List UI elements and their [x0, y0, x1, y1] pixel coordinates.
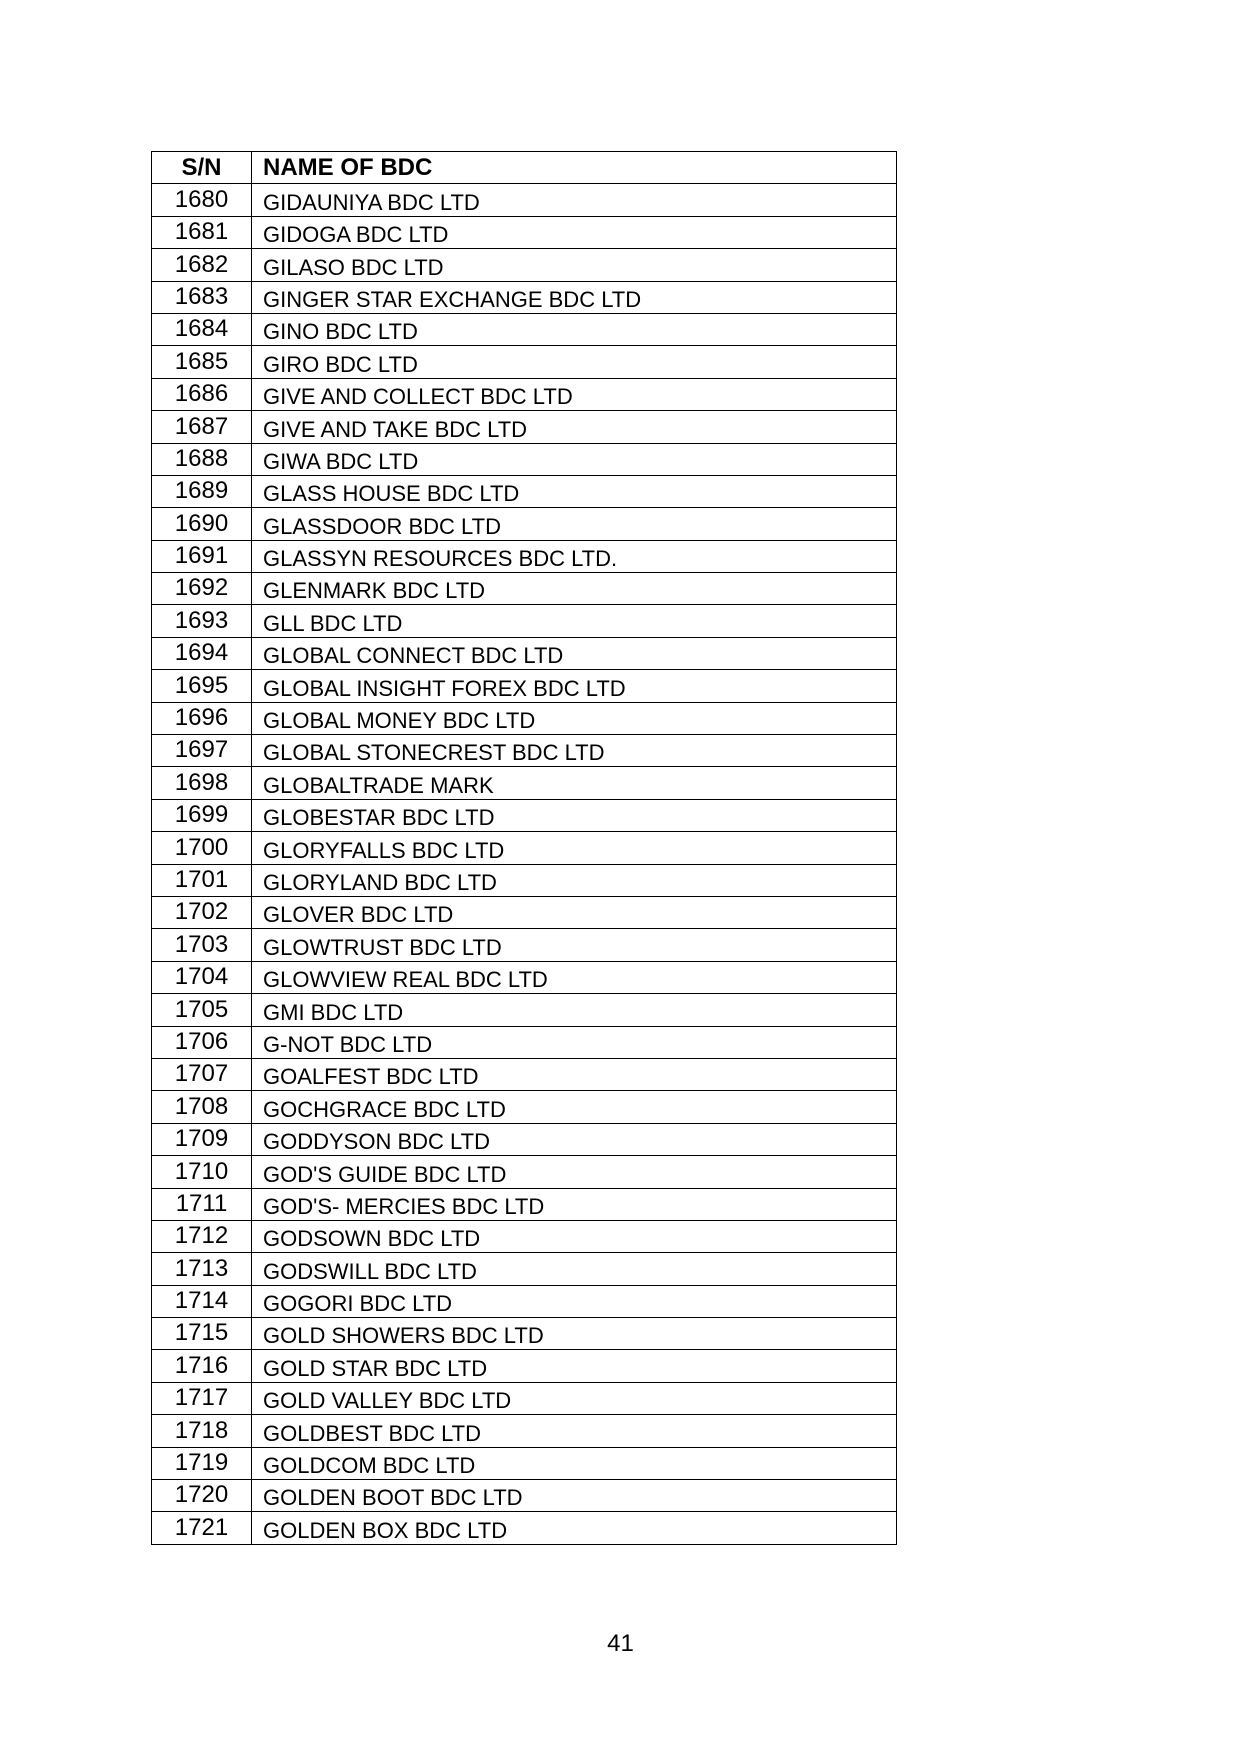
- bdc-name-cell: GODSWILL BDC LTD: [252, 1253, 897, 1285]
- serial-number-cell: 1721: [152, 1512, 252, 1544]
- table-row: [152, 1091, 897, 1123]
- serial-number-cell: 1688: [152, 443, 252, 475]
- serial-number-cell: 1704: [152, 961, 252, 993]
- table-row: [152, 1188, 897, 1220]
- bdc-name-cell: GIVE AND TAKE BDC LTD: [252, 411, 897, 443]
- bdc-name-cell: GLOBAL INSIGHT FOREX BDC LTD: [252, 670, 897, 702]
- bdc-name-cell: GLOVER BDC LTD: [252, 896, 897, 928]
- bdc-name-cell: GLOBAL STONECREST BDC LTD: [252, 735, 897, 767]
- bdc-name-cell: G-NOT BDC LTD: [252, 1026, 897, 1058]
- bdc-name-cell: GOLDCOM BDC LTD: [252, 1447, 897, 1479]
- table-row: [152, 1318, 897, 1350]
- table-row: [152, 961, 897, 993]
- table-row: [152, 1220, 897, 1252]
- serial-number-cell: 1700: [152, 832, 252, 864]
- table-row: [152, 864, 897, 896]
- bdc-name-cell: GOCHGRACE BDC LTD: [252, 1091, 897, 1123]
- table-row: [152, 1285, 897, 1317]
- bdc-list-table: [151, 151, 897, 1545]
- serial-number-cell: 1692: [152, 573, 252, 605]
- bdc-name-cell: GOLDEN BOOT BDC LTD: [252, 1480, 897, 1512]
- table-row: [152, 1447, 897, 1479]
- bdc-name-cell: GOLD VALLEY BDC LTD: [252, 1382, 897, 1414]
- bdc-name-cell: GIRO BDC LTD: [252, 346, 897, 378]
- page-number: 41: [607, 1630, 634, 1657]
- bdc-name-cell: GOLDEN BOX BDC LTD: [252, 1512, 897, 1544]
- serial-number-cell: 1703: [152, 929, 252, 961]
- serial-number-cell: 1699: [152, 799, 252, 831]
- table-row: [152, 1480, 897, 1512]
- bdc-name-cell: GLOBAL CONNECT BDC LTD: [252, 637, 897, 669]
- serial-number-cell: 1705: [152, 994, 252, 1026]
- bdc-name-cell: GLASSYN RESOURCES BDC LTD.: [252, 540, 897, 572]
- table-row: [152, 896, 897, 928]
- table-row: [152, 1123, 897, 1155]
- bdc-name-cell: GIWA BDC LTD: [252, 443, 897, 475]
- table-row: [152, 767, 897, 799]
- serial-number-cell: 1713: [152, 1253, 252, 1285]
- serial-number-cell: 1695: [152, 670, 252, 702]
- bdc-name-cell: GLORYLAND BDC LTD: [252, 864, 897, 896]
- table-row: [152, 508, 897, 540]
- bdc-name-cell: GIDAUNIYA BDC LTD: [252, 184, 897, 216]
- table-row: [152, 378, 897, 410]
- serial-number-cell: 1685: [152, 346, 252, 378]
- table-row: [152, 573, 897, 605]
- bdc-name-cell: GIDOGA BDC LTD: [252, 216, 897, 248]
- bdc-name-cell: GLOWVIEW REAL BDC LTD: [252, 961, 897, 993]
- serial-number-cell: 1719: [152, 1447, 252, 1479]
- serial-number-cell: 1702: [152, 896, 252, 928]
- bdc-name-cell: GOGORI BDC LTD: [252, 1285, 897, 1317]
- sn-column-header: S/N: [152, 152, 252, 184]
- table-row: [152, 475, 897, 507]
- serial-number-cell: 1706: [152, 1026, 252, 1058]
- bdc-name-cell: GMI BDC LTD: [252, 994, 897, 1026]
- table-row: [152, 443, 897, 475]
- serial-number-cell: 1701: [152, 864, 252, 896]
- table-row: [152, 216, 897, 248]
- table-row: [152, 249, 897, 281]
- table-row: [152, 832, 897, 864]
- serial-number-cell: 1696: [152, 702, 252, 734]
- table-row: [152, 1512, 897, 1544]
- serial-number-cell: 1715: [152, 1318, 252, 1350]
- serial-number-cell: 1687: [152, 411, 252, 443]
- bdc-name-cell: GOALFEST BDC LTD: [252, 1058, 897, 1090]
- serial-number-cell: 1712: [152, 1220, 252, 1252]
- bdc-name-cell: GODDYSON BDC LTD: [252, 1123, 897, 1155]
- table-row: [152, 702, 897, 734]
- bdc-name-cell: GIVE AND COLLECT BDC LTD: [252, 378, 897, 410]
- serial-number-cell: 1718: [152, 1415, 252, 1447]
- bdc-name-cell: GLOBALTRADE MARK: [252, 767, 897, 799]
- serial-number-cell: 1680: [152, 184, 252, 216]
- serial-number-cell: 1720: [152, 1480, 252, 1512]
- bdc-name-cell: GOD'S- MERCIES BDC LTD: [252, 1188, 897, 1220]
- serial-number-cell: 1694: [152, 637, 252, 669]
- table-row: [152, 1253, 897, 1285]
- table-row: [152, 1350, 897, 1382]
- table-row: [152, 540, 897, 572]
- serial-number-cell: 1693: [152, 605, 252, 637]
- table-row: [152, 735, 897, 767]
- serial-number-cell: 1690: [152, 508, 252, 540]
- table-row: [152, 281, 897, 313]
- bdc-name-cell: GOLDBEST BDC LTD: [252, 1415, 897, 1447]
- table-row: [152, 1415, 897, 1447]
- table-header-row: [152, 152, 897, 184]
- bdc-name-cell: GLOWTRUST BDC LTD: [252, 929, 897, 961]
- serial-number-cell: 1714: [152, 1285, 252, 1317]
- serial-number-cell: 1707: [152, 1058, 252, 1090]
- bdc-name-cell: GLORYFALLS BDC LTD: [252, 832, 897, 864]
- bdc-name-cell: GILASO BDC LTD: [252, 249, 897, 281]
- serial-number-cell: 1697: [152, 735, 252, 767]
- serial-number-cell: 1691: [152, 540, 252, 572]
- bdc-name-cell: GLL BDC LTD: [252, 605, 897, 637]
- table-row: [152, 799, 897, 831]
- serial-number-cell: 1710: [152, 1156, 252, 1188]
- serial-number-cell: 1682: [152, 249, 252, 281]
- table-row: [152, 929, 897, 961]
- serial-number-cell: 1683: [152, 281, 252, 313]
- serial-number-cell: 1698: [152, 767, 252, 799]
- table-row: [152, 637, 897, 669]
- bdc-name-cell: GLOBAL MONEY BDC LTD: [252, 702, 897, 734]
- serial-number-cell: 1708: [152, 1091, 252, 1123]
- table-row: [152, 994, 897, 1026]
- bdc-name-cell: GINO BDC LTD: [252, 313, 897, 345]
- table-row: [152, 411, 897, 443]
- bdc-name-cell: GINGER STAR EXCHANGE BDC LTD: [252, 281, 897, 313]
- bdc-name-cell: GOD'S GUIDE BDC LTD: [252, 1156, 897, 1188]
- table-row: [152, 605, 897, 637]
- table-body: [152, 184, 897, 1544]
- table-row: [152, 670, 897, 702]
- table-row: [152, 346, 897, 378]
- serial-number-cell: 1709: [152, 1123, 252, 1155]
- serial-number-cell: 1716: [152, 1350, 252, 1382]
- bdc-name-cell: GLASSDOOR BDC LTD: [252, 508, 897, 540]
- table-row: [152, 1026, 897, 1058]
- serial-number-cell: 1681: [152, 216, 252, 248]
- table-row: [152, 184, 897, 216]
- table-row: [152, 1382, 897, 1414]
- bdc-name-cell: GLASS HOUSE BDC LTD: [252, 475, 897, 507]
- bdc-name-cell: GOLD SHOWERS BDC LTD: [252, 1318, 897, 1350]
- table-row: [152, 1058, 897, 1090]
- bdc-name-cell: GLENMARK BDC LTD: [252, 573, 897, 605]
- serial-number-cell: 1686: [152, 378, 252, 410]
- bdc-name-cell: GODSOWN BDC LTD: [252, 1220, 897, 1252]
- serial-number-cell: 1717: [152, 1382, 252, 1414]
- bdc-name-cell: GLOBESTAR BDC LTD: [252, 799, 897, 831]
- table-row: [152, 313, 897, 345]
- bdc-name-cell: GOLD STAR BDC LTD: [252, 1350, 897, 1382]
- serial-number-cell: 1689: [152, 475, 252, 507]
- serial-number-cell: 1684: [152, 313, 252, 345]
- serial-number-cell: 1711: [152, 1188, 252, 1220]
- name-column-header: NAME OF BDC: [252, 152, 897, 184]
- table-row: [152, 1156, 897, 1188]
